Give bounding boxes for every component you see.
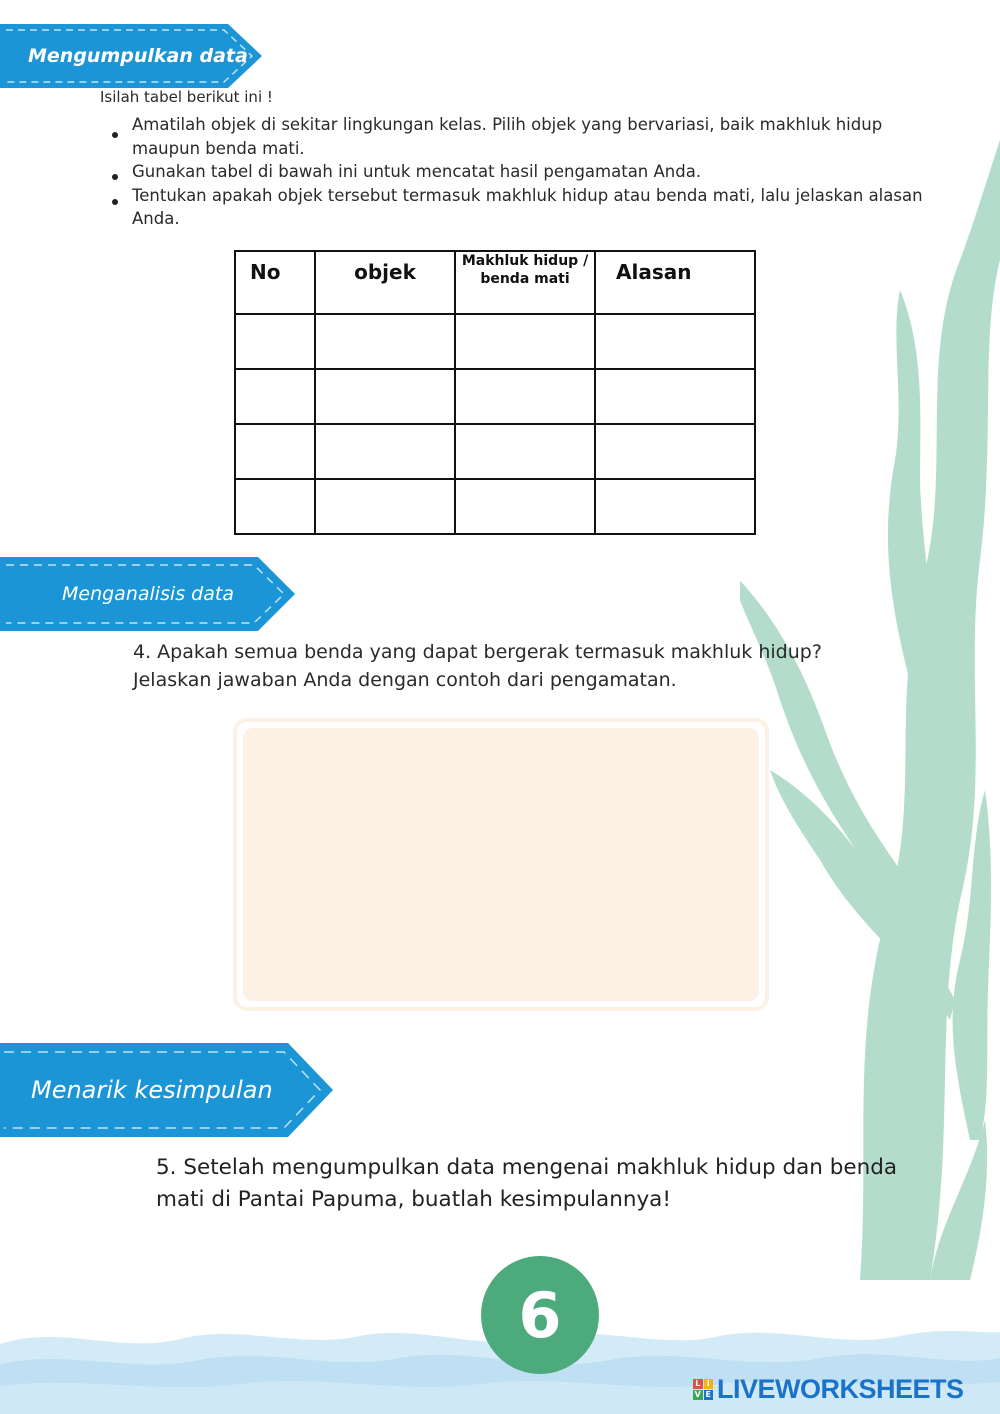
table-cell[interactable] — [595, 479, 755, 534]
page-number-badge: 6 — [481, 1256, 599, 1374]
section-title-collect: Mengumpulkan data — [28, 45, 248, 67]
section-title-conclude: Menarik kesimpulan — [31, 1076, 273, 1104]
table-cell[interactable] — [235, 424, 315, 479]
list-item: Gunakan tabel di bawah ini untuk mencatat hasil pengamatan Anda. — [100, 160, 930, 184]
table-header-objek: objek — [315, 251, 455, 314]
bullet-icon — [112, 199, 118, 205]
table-cell[interactable] — [595, 424, 755, 479]
table-header-no: No — [235, 251, 315, 314]
bullet-icon — [112, 132, 118, 138]
table-cell[interactable] — [315, 369, 455, 424]
brand-name: LIVEWORKSHEETS — [717, 1373, 964, 1404]
question-4: 4. Apakah semua benda yang dapat bergerak termasuk makhluk hidup? Jelaskan jawaban Anda dengan contoh dari pengamatan. — [133, 641, 822, 691]
table-cell[interactable] — [235, 479, 315, 534]
answer-box[interactable] — [233, 718, 769, 1011]
table-cell[interactable] — [315, 479, 455, 534]
table-row — [235, 479, 755, 534]
table-header-status: Makhluk hidup / benda mati — [455, 251, 595, 314]
section-banner-conclude — [0, 1043, 333, 1137]
instruction-list — [100, 113, 930, 231]
list-item: Tentukan apakah objek tersebut termasuk makhluk hidup atau benda mati, lalu jelaskan alasan Anda. — [100, 184, 930, 231]
table-cell[interactable] — [595, 314, 755, 369]
observation-table — [234, 250, 756, 535]
table-header-row — [235, 251, 755, 314]
section-banner-collect — [0, 24, 262, 88]
table-row — [235, 424, 755, 479]
table-instruction: Isilah tabel berikut ini ! — [100, 88, 273, 106]
table-cell[interactable] — [455, 314, 595, 369]
table-cell[interactable] — [235, 314, 315, 369]
section-title-analyze: Menganalisis data — [62, 583, 234, 605]
table-row — [235, 369, 755, 424]
table-cell[interactable] — [455, 369, 595, 424]
table-row — [235, 314, 755, 369]
bullet-icon — [112, 174, 118, 180]
liveworksheets-logo-icon: L I V E — [693, 1379, 713, 1399]
answer-input-area[interactable] — [243, 728, 759, 1001]
seaweed-decoration — [740, 140, 1000, 1280]
table-cell[interactable] — [455, 424, 595, 479]
table-header-alasan: Alasan — [595, 251, 755, 314]
table-cell[interactable] — [315, 424, 455, 479]
table-cell[interactable] — [595, 369, 755, 424]
list-item: Amatilah objek di sekitar lingkungan kelas. Pilih objek yang bervariasi, baik makhluk hidup maupun benda mati. — [100, 113, 930, 160]
table-cell[interactable] — [455, 479, 595, 534]
liveworksheets-brand — [693, 1374, 964, 1404]
table-cell[interactable] — [315, 314, 455, 369]
section-banner-analyze — [0, 557, 295, 631]
question-5: 5. Setelah mengumpulkan data mengenai makhluk hidup dan benda mati di Pantai Papuma, buatlah kesimpulannya! — [156, 1155, 898, 1212]
table-cell[interactable] — [235, 369, 315, 424]
